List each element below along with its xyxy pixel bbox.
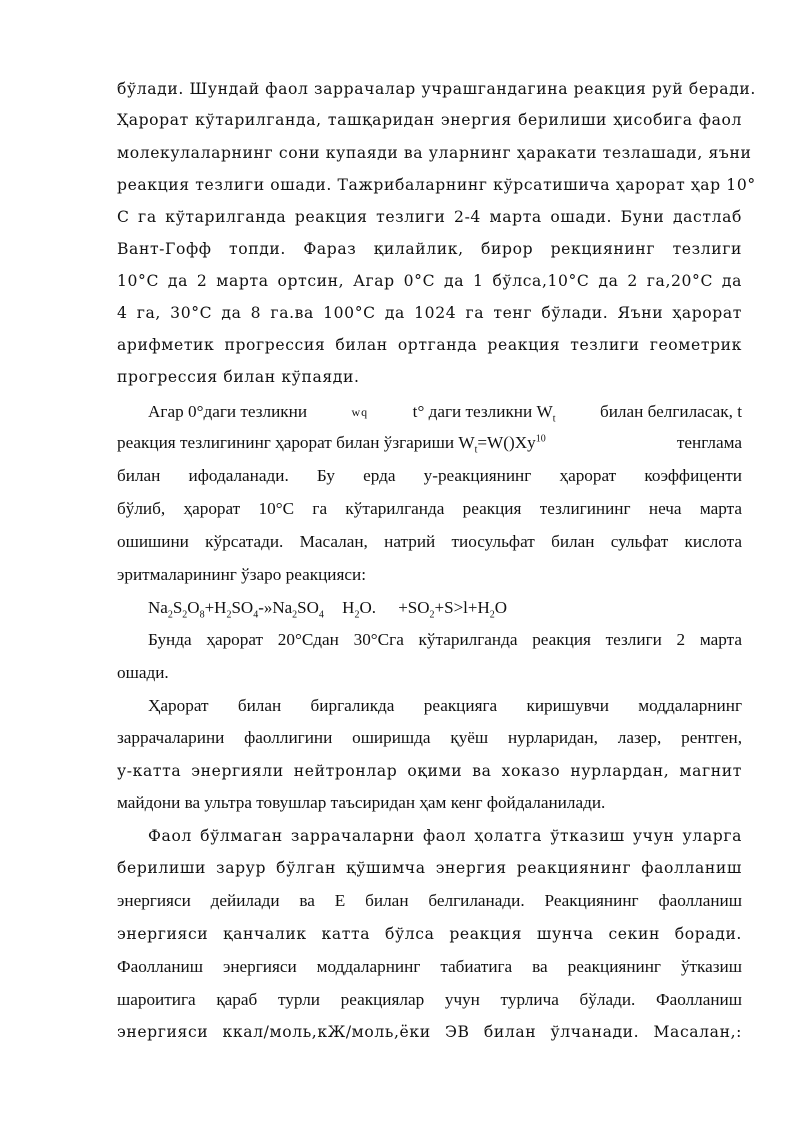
text-line: арифметик прогрессия билан ортганда реакция тезлиги геометрик xyxy=(117,336,742,354)
chem-sub: 2 xyxy=(489,609,495,621)
text-line: молекулаларнинг сони купаяди ва уларнинг ҳаракати тезлашади, яъни xyxy=(117,144,752,162)
text-line: бўлиб, ҳарорат 10°С га кўтарилганда реакция тезлигининг неча марта xyxy=(117,499,742,518)
chemical-equation xyxy=(148,597,742,619)
chem-sub: 2 xyxy=(292,609,298,621)
text-line: Ҳарорат билан биргаликда реакцияга киришувчи моддаларнинг xyxy=(148,696,742,715)
chem-text: S xyxy=(172,598,183,617)
text-line: энергияси қанчалик катта бўлса реакция шунча секин боради. xyxy=(117,925,742,943)
text-line: шароитига қараб турли реакциялар учун турлича бўлади. Фаолланиш xyxy=(117,990,742,1009)
chem-text: -»Na xyxy=(258,598,293,617)
text-span xyxy=(413,401,556,423)
chem-text: SO xyxy=(231,598,254,617)
text-line: энергияси дейилади ва Е билан белгиланади. Реакциянинг фаолланиш xyxy=(117,891,742,910)
text-line: 10°С да 2 марта ортсин, Агар 0°С да 1 бўлса,10°С да 2 га,20°С да xyxy=(117,272,742,290)
superscript: 10 xyxy=(535,433,546,445)
text-line: реакция тезлиги ошади. Тажрибаларнинг кўрсатишича ҳарорат ҳар 10° xyxy=(117,176,756,194)
text-line: Ҳарорат кўтарилганда, ташқаридан энергия берилиши ҳисобига фаол xyxy=(117,111,742,129)
text-line: Бунда ҳарорат 20°Сдан 30°Сга кўтарилганда реакция тезлиги 2 марта xyxy=(148,630,742,649)
chem-text: O xyxy=(494,598,508,617)
chem-sub: 2 xyxy=(167,609,173,621)
chem-sub: 8 xyxy=(199,609,205,621)
text-line: Фаолланиш энергияси моддаларнинг табиатига ва реакциянинг ўтказиш xyxy=(117,957,742,976)
chem-text: O. xyxy=(359,598,376,617)
text-line: бўлади. Шундай фаол заррачалар учрашгандагина реакция руй беради. xyxy=(117,80,756,98)
text-span: тенглама xyxy=(676,433,742,452)
text-span: =W()Xy xyxy=(477,433,536,452)
text-line-formula xyxy=(117,432,742,454)
chem-text: +S>l+H xyxy=(434,598,490,617)
text-line: С га кўтарилганда реакция тезлиги 2-4 марта ошади. Буни дастлаб xyxy=(117,208,742,226)
text-line-formula xyxy=(148,401,742,423)
text-span: t° даги тезликни W xyxy=(412,402,553,421)
text-span: билан белгиласак, t xyxy=(599,402,742,421)
text-line: берилиши зарур бўлган қўшимча энергия реакциянинг фаолланиш xyxy=(117,859,742,877)
chem-text: O xyxy=(187,598,200,617)
chem-sub: 2 xyxy=(429,609,435,621)
text-line: энергияси ккал/моль,кЖ/моль,ёки ЭВ билан ўлчанади. Масалан,: xyxy=(117,1023,742,1041)
text-line: Вант-Гофф топди. Фараз қилайлик, бирор рекциянинг тезлиги xyxy=(117,240,742,258)
text-line: прогрессия билан кўпаяди. xyxy=(117,368,360,386)
chem-sub: 2 xyxy=(226,609,232,621)
chem-text: H xyxy=(342,598,355,617)
text-span: реакция тезлигининг ҳарорат билан ўзгариши W xyxy=(117,433,475,452)
chem-text: Na xyxy=(148,598,168,617)
text-line: эритмаларининг ўзаро реакцияси: xyxy=(117,565,366,584)
text-line: билан ифодаланади. Бу ерда у-реакциянинг ҳарорат коэффиценти xyxy=(117,466,742,485)
text-line: майдони ва ультра товушлар таъсиридан ҳам кенг фойдаланилади. xyxy=(117,793,606,812)
subscript: t xyxy=(474,444,478,456)
text-line: 4 га, 30°С да 8 га.ва 100°С да 1024 га тенг бўлади. Яъни ҳарорат xyxy=(117,304,742,322)
chem-text: +H xyxy=(204,598,227,617)
text-line: ошади. xyxy=(117,663,169,682)
text-line: ошишини кўрсатади. Масалан, натрий тиосульфат билан сульфат кислота xyxy=(117,532,742,551)
text-line: заррачаларини фаоллигини оширишда қуёш нурларидан, лазер, рентген, xyxy=(117,728,742,747)
text-line: Фаол бўлмаган заррачаларни фаол ҳолатга ўтказиш учун уларга xyxy=(148,827,742,845)
text-span xyxy=(117,432,546,454)
chem-sub: 4 xyxy=(253,609,259,621)
text-line: у-катта энергияли нейтронлар оқими ва хоказо нурлардан, магнит xyxy=(117,762,742,780)
chem-text: SO xyxy=(297,598,319,617)
symbol-wq: wq xyxy=(351,405,369,419)
text-span: Агар 0°даги тезликни xyxy=(148,402,308,421)
subscript: t xyxy=(552,413,556,425)
chem-sub: 2 xyxy=(354,609,360,621)
chem-sub: 4 xyxy=(318,609,324,621)
chem-text: +SO xyxy=(398,598,430,617)
chem-sub: 2 xyxy=(182,609,188,621)
